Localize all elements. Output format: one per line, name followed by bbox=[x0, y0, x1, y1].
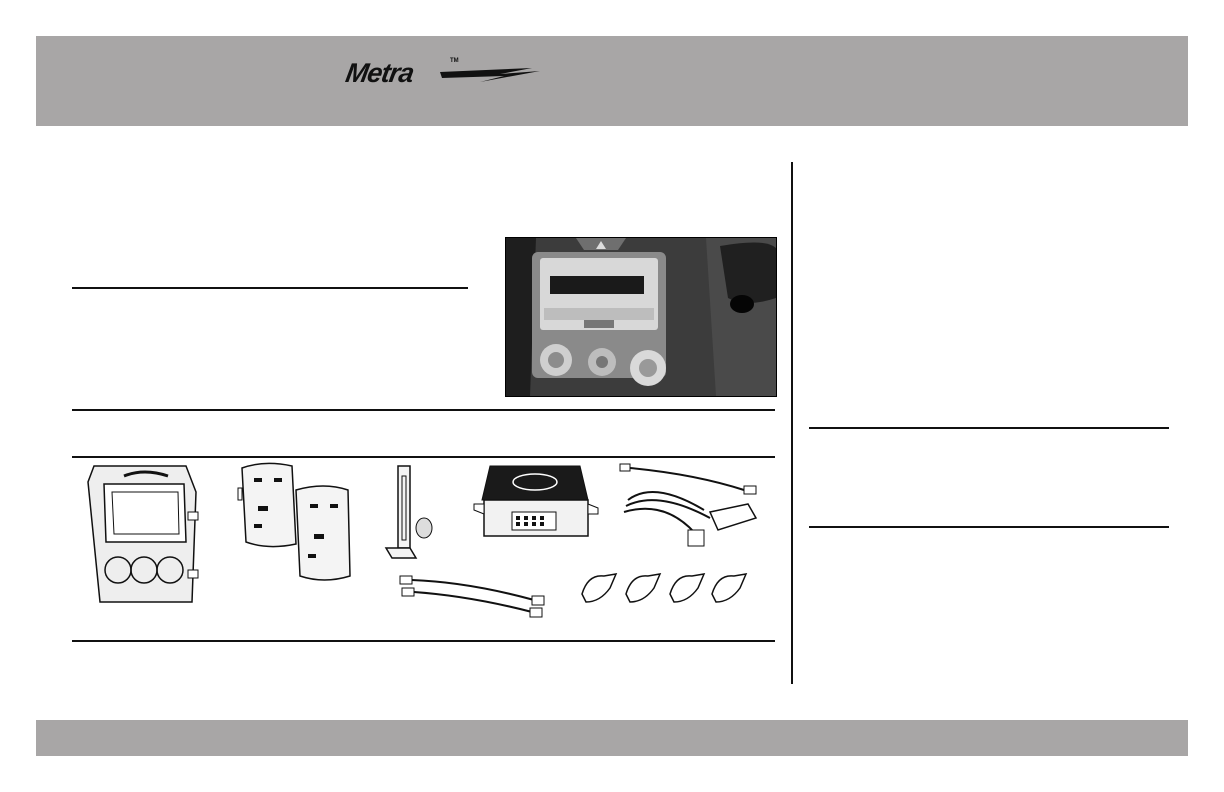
section-rule-mid bbox=[72, 409, 775, 411]
section-rule-top bbox=[72, 287, 468, 289]
mounting-brackets-icon bbox=[234, 460, 358, 584]
support-bracket-icon bbox=[380, 462, 440, 570]
footer-band bbox=[36, 720, 1188, 756]
dash-photo-image bbox=[506, 238, 776, 396]
wiring-harness-icon bbox=[614, 460, 774, 556]
dash-kit-bezel-icon bbox=[84, 462, 204, 608]
right-rule-2 bbox=[809, 526, 1169, 528]
dashboard-photo bbox=[505, 237, 777, 397]
column-divider bbox=[791, 162, 793, 684]
logo-trademark: TM bbox=[450, 58, 459, 64]
section-rule-parts-top bbox=[72, 456, 775, 458]
logo-wordmark: Metra bbox=[343, 58, 416, 88]
logo-swoosh-icon bbox=[440, 62, 540, 84]
interface-module-icon bbox=[470, 460, 600, 550]
header-band bbox=[36, 36, 1188, 126]
panel-clips-icon bbox=[578, 568, 758, 608]
speaker-harnesses-icon bbox=[398, 572, 550, 622]
metra-logo bbox=[344, 58, 514, 92]
section-rule-parts-bottom bbox=[72, 640, 775, 642]
right-rule-1 bbox=[809, 427, 1169, 429]
